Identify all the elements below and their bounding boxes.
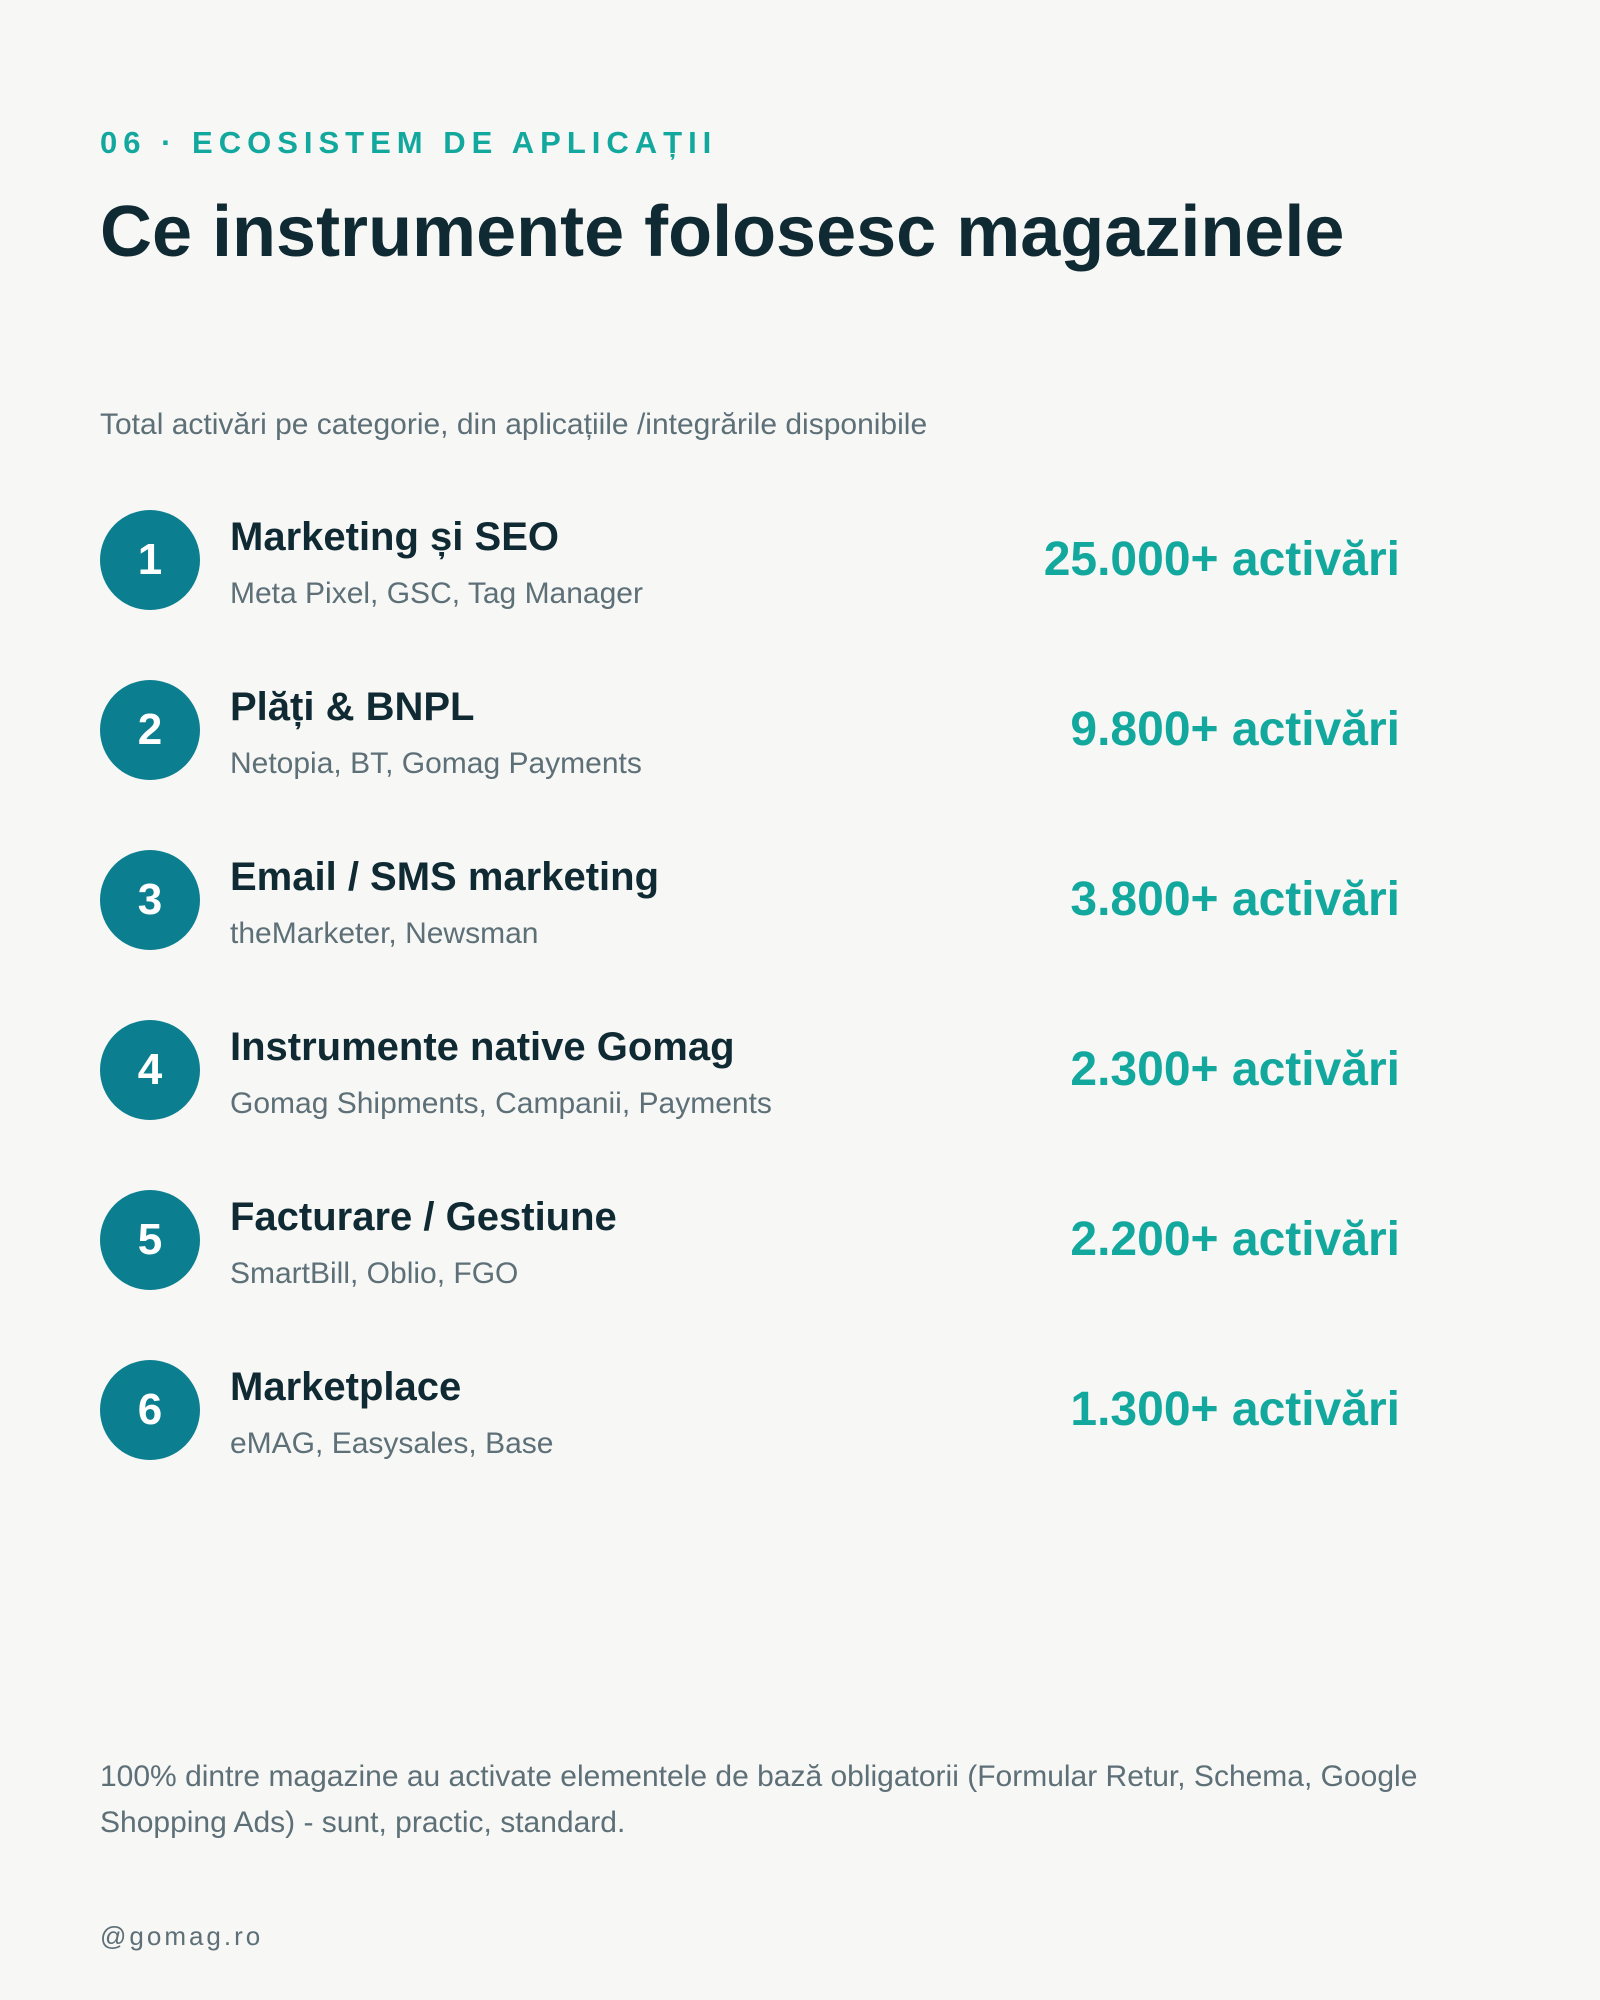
- category-tools: SmartBill, Oblio, FGO: [230, 1257, 519, 1290]
- rank-badge: 4: [100, 1020, 200, 1120]
- page-title: Ce instrumente folosesc magazinele: [100, 192, 1345, 272]
- category-tools: theMarketer, Newsman: [230, 917, 539, 950]
- list-item: [100, 510, 1400, 680]
- rank-badge: 3: [100, 850, 200, 950]
- list-item: [100, 850, 1400, 1020]
- social-handle: @gomag.ro: [100, 1921, 264, 1951]
- rank-badge: 1: [100, 510, 200, 610]
- page-subtitle: Total activări pe categorie, din aplicațiile /integrările disponibile: [100, 408, 928, 441]
- activation-count: 2.300+ activări: [1070, 1043, 1400, 1096]
- category-tools: eMAG, Easysales, Base: [230, 1427, 554, 1460]
- category-name: Plăți & BNPL: [230, 685, 475, 729]
- activation-count: 9.800+ activări: [1070, 703, 1400, 756]
- list-item: [100, 1190, 1400, 1360]
- rank-badge: 2: [100, 680, 200, 780]
- activation-count: 2.200+ activări: [1070, 1213, 1400, 1266]
- list-item: [100, 1360, 1400, 1530]
- rank-badge: 6: [100, 1360, 200, 1460]
- category-tools: Meta Pixel, GSC, Tag Manager: [230, 577, 643, 610]
- section-eyebrow: 06 · ECOSISTEM DE APLICAȚII: [100, 125, 718, 160]
- category-tools: Netopia, BT, Gomag Payments: [230, 747, 642, 780]
- rank-badge: 5: [100, 1190, 200, 1290]
- category-tools: Gomag Shipments, Campanii, Payments: [230, 1087, 772, 1120]
- category-name: Marketing și SEO: [230, 515, 559, 559]
- activation-count: 1.300+ activări: [1070, 1383, 1400, 1436]
- list-item: [100, 1020, 1400, 1190]
- category-name: Instrumente native Gomag: [230, 1025, 735, 1069]
- category-name: Facturare / Gestiune: [230, 1195, 617, 1239]
- category-name: Email / SMS marketing: [230, 855, 660, 899]
- activation-count: 25.000+ activări: [1043, 533, 1400, 586]
- category-name: Marketplace: [230, 1365, 462, 1409]
- footnote: 100% dintre magazine au activate elementele de bază obligatorii (Formular Retur, Schema, Google Shopping Ads) - sunt, practic, standard.: [100, 1760, 1418, 1839]
- category-list: [100, 510, 1400, 1530]
- list-item: [100, 680, 1400, 850]
- activation-count: 3.800+ activări: [1070, 873, 1400, 926]
